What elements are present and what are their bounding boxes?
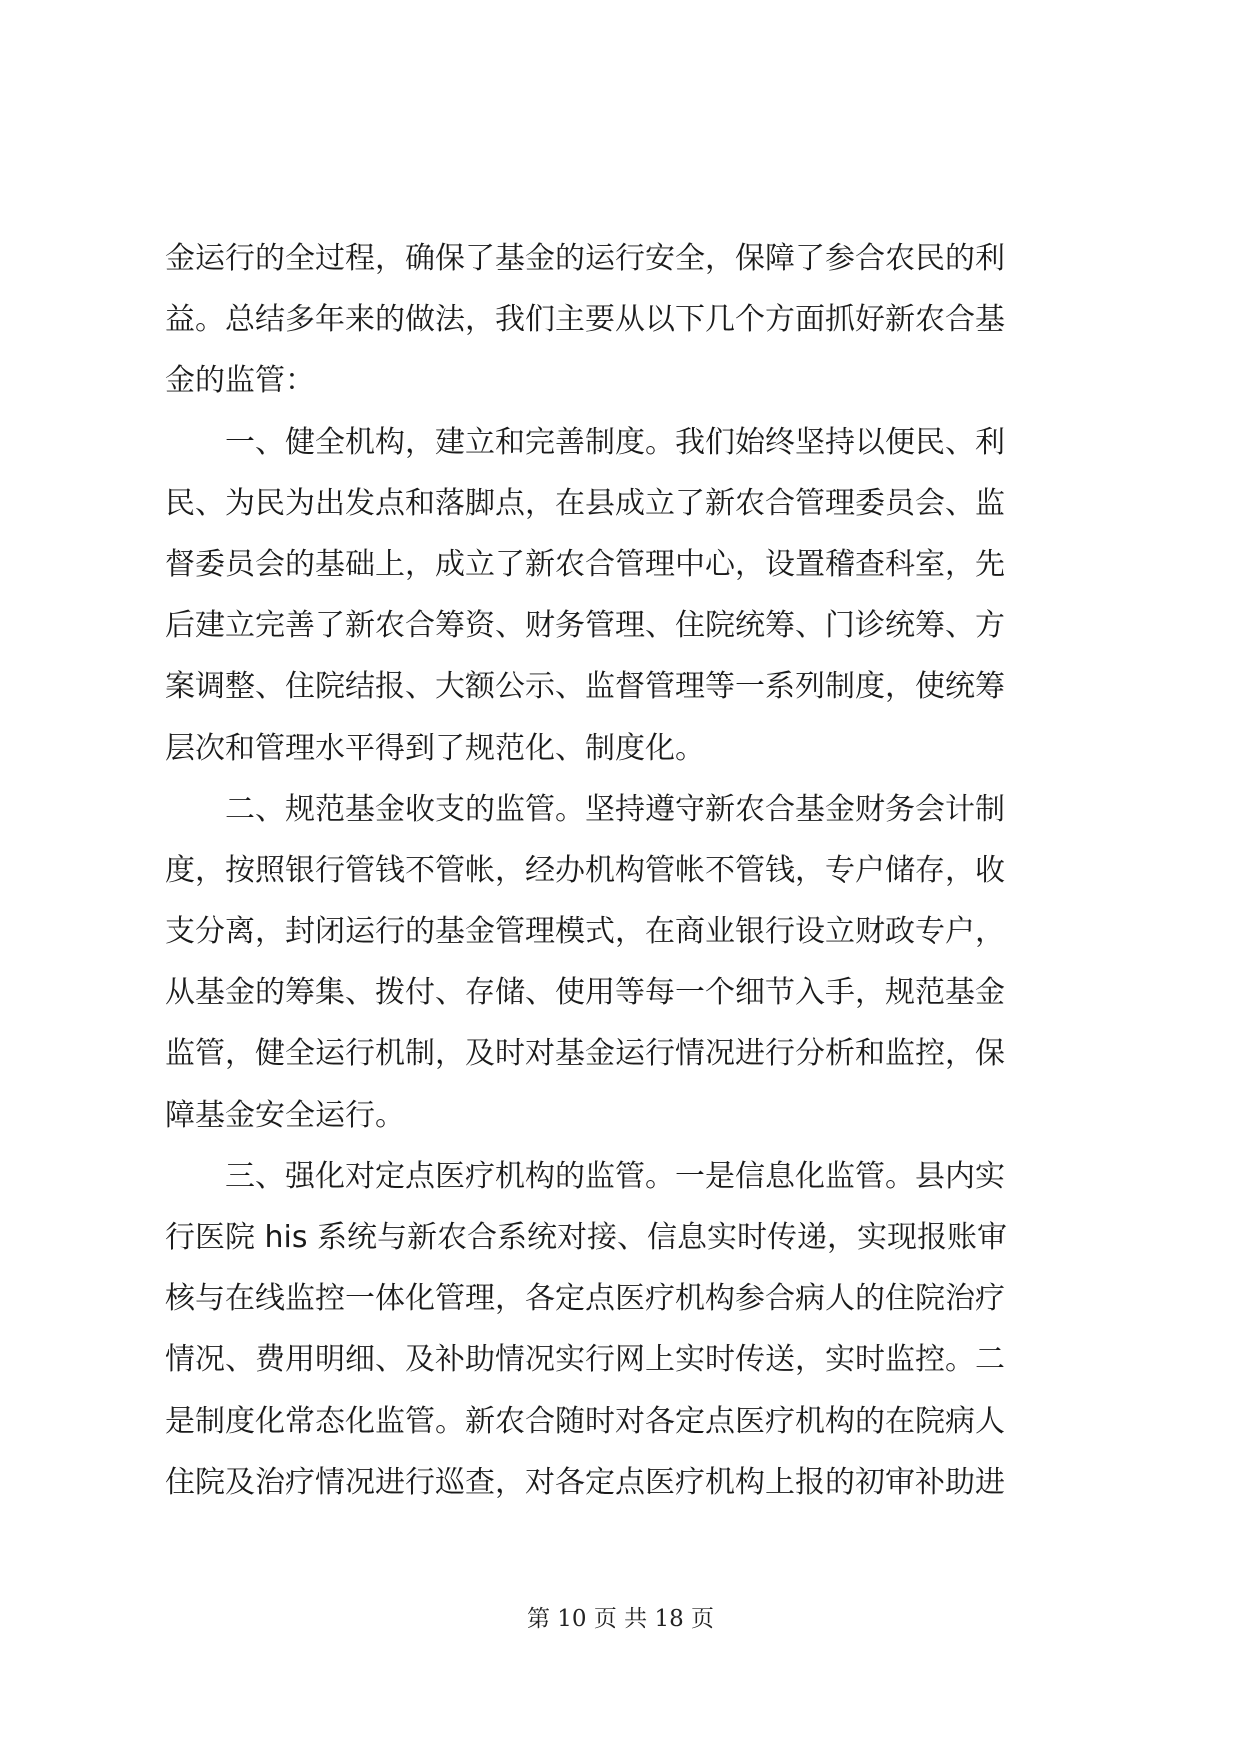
text-line: 层次和管理水平得到了规范化、制度化。 [165, 730, 705, 766]
text-line: 益。总结多年来的做法，我们主要从以下几个方面抓好新农合基 [165, 302, 1005, 338]
text-line: 一、健全机构，建立和完善制度。我们始终坚持以便民、利 [165, 424, 1005, 460]
text-line: 监管，健全运行机制，及时对基金运行情况进行分析和监控，保 [165, 1036, 1005, 1072]
text-line: 金的监管： [165, 363, 315, 399]
text-line: 从基金的筹集、拨付、存储、使用等每一个细节入手，规范基金 [165, 975, 1005, 1011]
text-line: 度，按照银行管钱不管帐，经办机构管帐不管钱，专户储存，收 [165, 852, 1005, 888]
document-body [165, 228, 1085, 1513]
text-line: 后建立完善了新农合筹资、财务管理、住院统筹、门诊统筹、方 [165, 608, 1005, 644]
text-line: 行医院 his 系统与新农合系统对接、信息实时传递，实现报账审 [165, 1220, 1008, 1255]
text-line: 金运行的全过程，确保了基金的运行安全，保障了参合农民的利 [165, 241, 1005, 276]
text-line: 三、强化对定点医疗机构的监管。一是信息化监管。县内实 [165, 1158, 1005, 1194]
text-line: 核与在线监控一体化管理，各定点医疗机构参合病人的住院治疗 [165, 1281, 1005, 1317]
text-line: 情况、费用明细、及补助情况实行网上实时传送，实时监控。二 [165, 1342, 1005, 1378]
text-line: 民、为民为出发点和落脚点，在县成立了新农合管理委员会、监 [165, 485, 1005, 521]
text-line: 案调整、住院结报、大额公示、监督管理等一系列制度，使统筹 [165, 669, 1005, 705]
page-number-footer: 第 10 页 共 18 页 [526, 1606, 715, 1632]
text-line: 二、规范基金收支的监管。坚持遵守新农合基金财务会计制 [165, 791, 1005, 827]
text-line: 障基金安全运行。 [165, 1097, 405, 1133]
text-line: 住院及治疗情况进行巡查，对各定点医疗机构上报的初审补助进 [165, 1464, 1005, 1500]
text-line: 督委员会的基础上，成立了新农合管理中心，设置稽查科室，先 [165, 546, 1005, 582]
text-line: 支分离，封闭运行的基金管理模式，在商业银行设立财政专户， [165, 914, 1005, 950]
text-line: 是制度化常态化监管。新农合随时对各定点医疗机构的在院病人 [165, 1403, 1005, 1439]
